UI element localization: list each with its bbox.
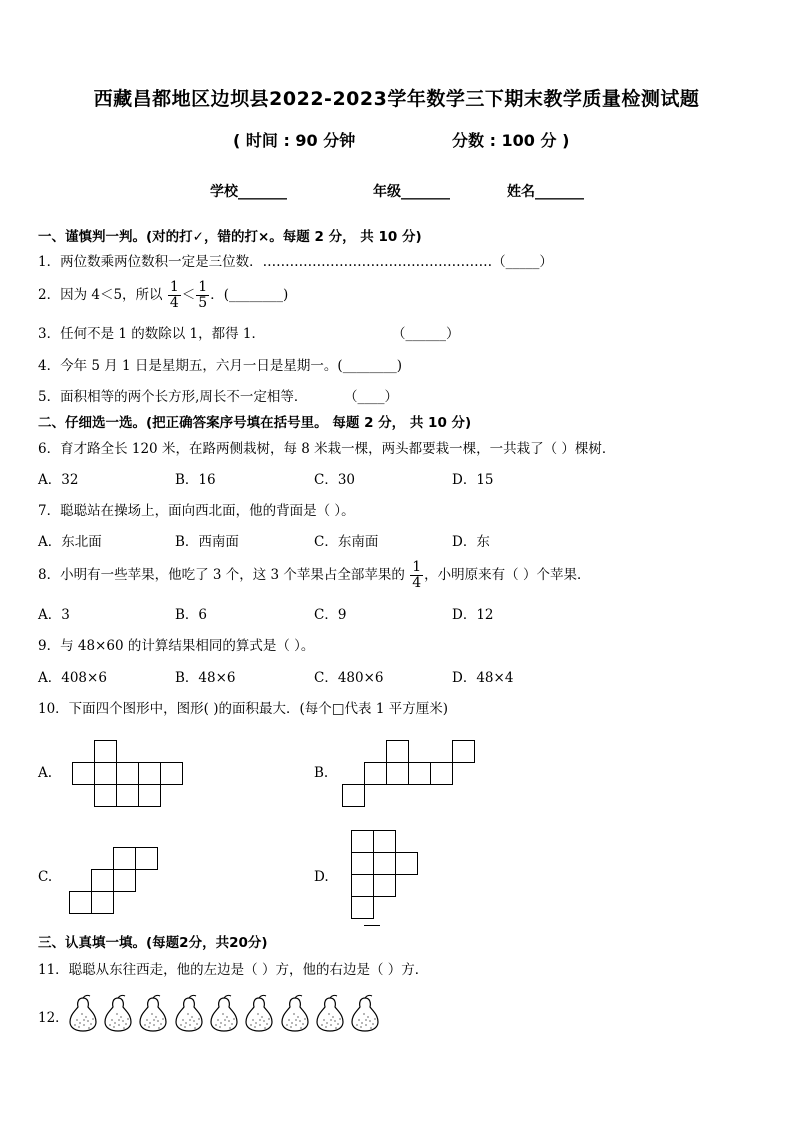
q6-option-b[interactable]: B．16 [175,472,216,488]
q6-option-a[interactable]: A．32 [38,472,79,488]
grade-field[interactable]: 年级_______ [373,184,450,200]
grid-figure-b [340,739,478,810]
fraction-1-5 [196,280,209,311]
page-title: 西藏昌都地区边坝县2022-2023学年数学三下期末教学质量检测试题 [93,88,700,110]
question-4: 4．今年 5 月 1 日是星期五，六月一日是星期一。(________) [38,358,402,374]
grid-figure-d [349,828,421,928]
q7-option-a[interactable]: A．东北面 [38,534,102,550]
question-3: 3．任何不是 1 的数除以 1，都得 1． [38,326,266,342]
q7-option-b[interactable]: B．西南面 [175,534,239,550]
score-info: 分数 : 100 分 ) [452,131,570,150]
name-field[interactable]: 姓名_______ [507,184,584,200]
question-2-suffix: ．(________) [210,287,289,303]
q9-option-b[interactable]: B．48×6 [175,670,236,686]
q7-option-c[interactable]: C．东南面 [314,534,379,550]
pear-icon [140,995,166,1031]
time-info: ( 时间 : 90 分钟 [233,131,356,150]
less-than-sign: ＜ [181,287,196,303]
pear-icon [176,995,202,1031]
grid-figure-a [70,739,186,810]
question-7: 7．聪聪站在操场上，面向西北面，他的背面是（ ）。 [38,503,355,519]
q9-option-d[interactable]: D．48×4 [452,670,514,686]
fraction-denominator: 4 [169,295,179,311]
question-8-suffix: ，小明原来有（ ）个苹果． [424,567,591,583]
question-6: 6．育才路全长 120 米，在路两侧栽树，每 8 米栽一棵，两头都要栽一棵，一共栽了（ ）棵树． [38,441,616,457]
question-12: 12． [38,1010,69,1026]
pear-icon [70,995,96,1031]
q8-option-a[interactable]: A．3 [38,607,70,623]
question-2-prefix: 2．因为 4＜5，所以 [38,287,163,303]
figure-a-label: A. [38,765,53,781]
fraction-denominator: 4 [412,575,422,591]
question-11: 11．聪聪从东往西走，他的左边是（ ）方，他的右边是（ ）方． [38,962,429,978]
fraction-denominator: 5 [198,295,208,311]
school-field[interactable]: 学校_______ [210,184,287,200]
pear-icon [211,995,237,1031]
question-3-blank: （______） [392,326,460,342]
q8-option-b[interactable]: B．6 [175,607,208,623]
pear-icon [246,995,272,1031]
pear-icon [352,995,378,1031]
fraction-numerator: 1 [169,279,179,295]
fraction-1-4 [168,280,181,311]
section-3-heading: 三、认真填一填。(每题2分，共20分) [38,935,268,951]
q8-option-d[interactable]: D．12 [452,607,494,623]
q9-option-a[interactable]: A．408×6 [38,670,107,686]
figure-b-label: B. [314,765,329,781]
question-10: 10．下面四个图形中，图形( )的面积最大．(每个□代表 1 平方厘米) [38,701,448,717]
section-1-heading: 一、谨慎判一判。(对的打✓，错的打×。每题 2 分， 共 10 分) [38,229,422,245]
q6-option-d[interactable]: D．15 [452,472,494,488]
section-2-heading: 二、仔细选一选。(把正确答案序号填在括号里。 每题 2 分， 共 10 分) [38,415,472,431]
question-8-prefix: 8．小明有一些苹果，他吃了 3 个，这 3 个苹果占全部苹果的 [38,567,405,583]
question-9: 9．与 48×60 的计算结果相同的算式是（ ）。 [38,638,315,654]
figure-c-label: C. [38,869,53,885]
question-5-blank: （____） [344,389,398,405]
fraction-numerator: 1 [198,279,208,295]
q7-option-d[interactable]: D．东 [452,534,490,550]
q8-option-c[interactable]: C．9 [314,607,347,623]
question-5: 5．面积相等的两个长方形,周长不一定相等． [38,389,308,405]
pear-row [68,994,384,1034]
fraction-numerator: 1 [412,559,422,575]
figure-d-label: D. [314,869,329,885]
question-8 [38,560,590,591]
q9-option-c[interactable]: C．480×6 [314,670,384,686]
pear-icon [317,995,343,1031]
question-2 [38,280,288,311]
q6-option-c[interactable]: C．30 [314,472,356,488]
pear-icon [282,995,308,1031]
question-1: 1．两位数乘两位数积一定是三位数．……………………………………………（_____） [38,254,553,270]
fraction-1-4 [410,560,423,591]
pear-icon [105,995,131,1031]
grid-figure-c [67,846,163,917]
